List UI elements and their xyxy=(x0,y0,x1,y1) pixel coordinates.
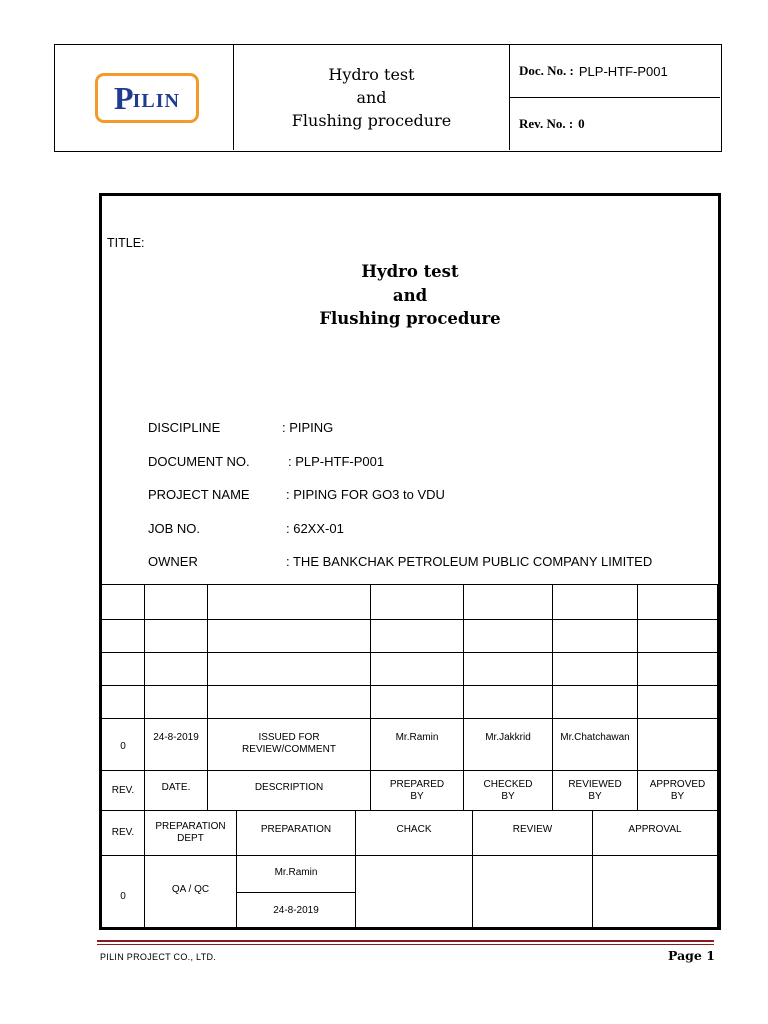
cover-title-line-1: Hydro test xyxy=(361,262,459,281)
rev-cell: 0 xyxy=(102,719,145,771)
date-cell: 24-8-2019 xyxy=(145,719,208,771)
header-prepared-by-text: PREPARED BY xyxy=(389,778,445,802)
footer-rule xyxy=(97,940,714,942)
header-approved-by xyxy=(638,771,718,811)
doc-no-label: Doc. No. : xyxy=(519,63,574,78)
review-cell xyxy=(473,856,593,930)
check-cell xyxy=(356,856,473,930)
logo-text: ILIN xyxy=(132,89,180,112)
reviewed-by-cell: Mr.Chatchawan xyxy=(553,719,638,771)
logo-cell xyxy=(55,45,234,150)
doc-no-cell xyxy=(510,45,720,98)
approval-table xyxy=(101,810,718,930)
field-value: : PLP-HTF-P001 xyxy=(288,454,385,469)
rev-no-value: 0 xyxy=(578,116,585,131)
header-review: REVIEW xyxy=(473,811,593,856)
header-approved-by-text: APPROVED BY xyxy=(649,778,706,802)
footer-rule-thin xyxy=(97,944,714,945)
field-label: PROJECT NAME xyxy=(148,487,250,502)
description-text: ISSUED FOR REVIEW/COMMENT xyxy=(242,732,336,755)
header-title-line-2: and xyxy=(356,88,387,107)
footer-company: PILIN PROJECT CO., LTD. xyxy=(100,952,217,962)
logo-letter: P xyxy=(114,79,133,116)
header-approval: APPROVAL xyxy=(593,811,718,856)
field-label: JOB NO. xyxy=(148,521,201,536)
preparation-date-cell: 24-8-2019 xyxy=(237,893,356,930)
revision-row xyxy=(102,719,718,771)
header-rev: REV. xyxy=(102,771,145,811)
header-description: DESCRIPTION xyxy=(208,771,371,811)
revision-table xyxy=(101,584,718,811)
table-row xyxy=(102,653,718,686)
title-label: TITLE: xyxy=(107,236,145,250)
header-title-line-3: Flushing procedure xyxy=(291,111,452,130)
header-date: DATE. xyxy=(145,771,208,811)
approved-by-cell xyxy=(638,719,718,771)
table-row xyxy=(102,686,718,719)
revision-header-row xyxy=(102,771,718,811)
header-preparation-dept xyxy=(145,811,237,856)
header-preparation-dept-text: PREPARATION DEPT xyxy=(155,821,226,844)
field-label: OWNER xyxy=(148,554,198,569)
field-value: : PIPING xyxy=(282,420,334,435)
header-prepared-by xyxy=(371,771,464,811)
cover-title xyxy=(99,260,721,331)
page-number: Page 1 xyxy=(668,948,715,963)
preparer-cell: Mr.Ramin xyxy=(237,856,356,893)
doc-no-value: PLP-HTF-P001 xyxy=(578,63,668,79)
table-row xyxy=(102,620,718,653)
field-label: DISCIPLINE xyxy=(148,420,221,435)
approval-cell xyxy=(593,856,718,930)
field-value: : THE BANKCHAK PETROLEUM PUBLIC COMPANY LIMITED xyxy=(286,554,653,569)
rev-cell: 0 xyxy=(102,856,145,930)
header-rev: REV. xyxy=(102,811,145,856)
approval-header-row xyxy=(102,811,718,856)
cover-title-line-3: Flushing procedure xyxy=(319,309,501,328)
header-title-line-1: Hydro test xyxy=(328,65,415,84)
header-checked-by xyxy=(464,771,553,811)
dept-cell: QA / QC xyxy=(145,856,237,930)
prepared-by-cell: Mr.Ramin xyxy=(371,719,464,771)
rev-no-cell xyxy=(510,98,720,150)
pilin-logo xyxy=(95,73,199,123)
checked-by-cell: Mr.Jakkrid xyxy=(464,719,553,771)
header-checked-by-text: CHECKED BY xyxy=(483,778,533,802)
approval-row xyxy=(102,856,718,893)
field-value: : 62XX-01 xyxy=(286,521,344,536)
header-reviewed-by xyxy=(553,771,638,811)
field-label: DOCUMENT NO. xyxy=(148,454,250,469)
rev-no-label: Rev. No. : xyxy=(519,116,574,131)
table-row xyxy=(102,585,718,620)
field-value: : PIPING FOR GO3 to VDU xyxy=(286,487,445,502)
header-title xyxy=(234,45,510,150)
header-preparation: PREPARATION xyxy=(237,811,356,856)
description-cell xyxy=(208,719,371,771)
header-reviewed-by-text: REVIEWED BY xyxy=(568,778,622,802)
document-header xyxy=(54,44,722,152)
header-check: CHACK xyxy=(356,811,473,856)
cover-title-line-2: and xyxy=(392,285,428,305)
